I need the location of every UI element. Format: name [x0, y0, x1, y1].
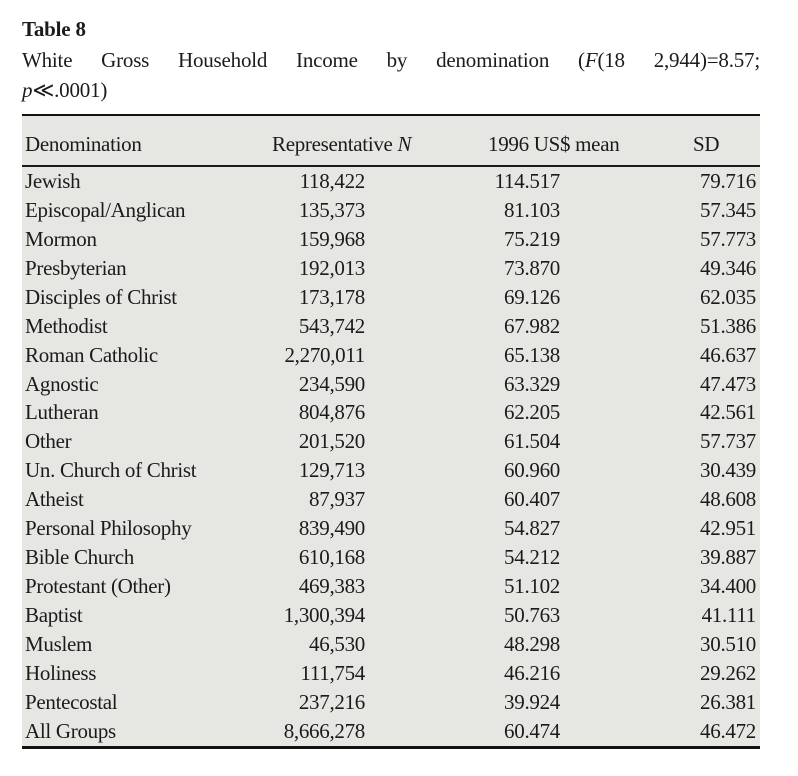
table-row — [22, 514, 760, 543]
cell-denomination: Episcopal/Anglican — [22, 196, 250, 225]
cell-mean: 65.138 — [435, 341, 643, 370]
table-row — [22, 370, 760, 399]
table-row — [22, 167, 760, 196]
table-row — [22, 485, 760, 514]
cell-denomination: Holiness — [22, 659, 250, 688]
cell-sd: 26.381 — [643, 688, 760, 717]
cell-denomination: Mormon — [22, 225, 250, 254]
column-header-denomination: Denomination — [22, 116, 250, 167]
cell-sd: 34.400 — [643, 572, 760, 601]
cell-sd: 48.608 — [643, 485, 760, 514]
cell-sd: 79.716 — [643, 167, 760, 196]
cell-sd: 30.510 — [643, 630, 760, 659]
cell-denomination: Baptist — [22, 601, 250, 630]
table-caption-line1 — [22, 45, 760, 75]
table-row — [22, 196, 760, 225]
caption-f-value: 2,944)=8.57; — [653, 48, 760, 72]
cell-mean: 62.205 — [435, 399, 643, 428]
cell-mean: 61.504 — [435, 427, 643, 456]
table-row — [22, 427, 760, 456]
cell-mean: 48.298 — [435, 630, 643, 659]
cell-representative-n: 159,968 — [250, 225, 435, 254]
cell-mean: 50.763 — [435, 601, 643, 630]
cell-mean: 73.870 — [435, 254, 643, 283]
cell-representative-n: 118,422 — [250, 167, 435, 196]
cell-representative-n: 2,270,011 — [250, 341, 435, 370]
cell-denomination: Other — [22, 427, 250, 456]
cell-representative-n: 8,666,278 — [250, 717, 435, 746]
table-row — [22, 399, 760, 428]
cell-mean: 81.103 — [435, 196, 643, 225]
cell-mean: 46.216 — [435, 659, 643, 688]
table-row — [22, 225, 760, 254]
cell-sd: 57.345 — [643, 196, 760, 225]
table-row — [22, 630, 760, 659]
table-caption — [22, 45, 760, 105]
cell-representative-n: 804,876 — [250, 399, 435, 428]
cell-sd: 42.951 — [643, 514, 760, 543]
cell-denomination: Un. Church of Christ — [22, 456, 250, 485]
table-row — [22, 456, 760, 485]
cell-denomination: Jewish — [22, 167, 250, 196]
cell-representative-n: 610,168 — [250, 543, 435, 572]
table-row — [22, 601, 760, 630]
table-title: Table 8 — [22, 17, 86, 41]
cell-sd: 51.386 — [643, 312, 760, 341]
table-row — [22, 283, 760, 312]
cell-mean: 60.407 — [435, 485, 643, 514]
table-row — [22, 688, 760, 717]
cell-mean: 75.219 — [435, 225, 643, 254]
cell-mean: 60.960 — [435, 456, 643, 485]
cell-sd: 49.346 — [643, 254, 760, 283]
cell-denomination: Roman Catholic — [22, 341, 250, 370]
cell-mean: 69.126 — [435, 283, 643, 312]
cell-representative-n: 237,216 — [250, 688, 435, 717]
cell-sd: 46.472 — [643, 717, 760, 746]
cell-representative-n: 173,178 — [250, 283, 435, 312]
cell-denomination: Methodist — [22, 312, 250, 341]
cell-mean: 54.827 — [435, 514, 643, 543]
cell-denomination: Protestant (Other) — [22, 572, 250, 601]
cell-denomination: Personal Philosophy — [22, 514, 250, 543]
cell-representative-n: 111,754 — [250, 659, 435, 688]
table-row — [22, 341, 760, 370]
table-row — [22, 254, 760, 283]
cell-sd: 57.773 — [643, 225, 760, 254]
cell-sd: 41.111 — [643, 601, 760, 630]
cell-sd: 62.035 — [643, 283, 760, 312]
cell-denomination: Muslem — [22, 630, 250, 659]
cell-mean: 67.982 — [435, 312, 643, 341]
paper-table-region — [22, 0, 760, 749]
cell-denomination: Lutheran — [22, 399, 250, 428]
cell-denomination: Agnostic — [22, 370, 250, 399]
cell-denomination: Atheist — [22, 485, 250, 514]
table-caption-line2 — [22, 75, 760, 105]
cell-denomination: All Groups — [22, 717, 250, 746]
cell-sd: 30.439 — [643, 456, 760, 485]
cell-sd: 57.737 — [643, 427, 760, 456]
table-body — [22, 167, 760, 746]
table-row — [22, 717, 760, 746]
cell-mean: 39.924 — [435, 688, 643, 717]
table-header-row — [22, 116, 760, 167]
cell-mean: 114.517 — [435, 167, 643, 196]
cell-denomination: Presbyterian — [22, 254, 250, 283]
cell-representative-n: 839,490 — [250, 514, 435, 543]
income-by-denomination-table — [22, 114, 760, 749]
cell-mean: 51.102 — [435, 572, 643, 601]
table-row — [22, 659, 760, 688]
table-row — [22, 543, 760, 572]
cell-representative-n: 87,937 — [250, 485, 435, 514]
caption-f-statistic: (F(18 — [578, 48, 625, 72]
cell-representative-n: 234,590 — [250, 370, 435, 399]
cell-sd: 42.561 — [643, 399, 760, 428]
cell-mean: 60.474 — [435, 717, 643, 746]
cell-representative-n: 1,300,394 — [250, 601, 435, 630]
caption-text: White Gross Household Income by denomination — [22, 48, 550, 72]
table-row — [22, 572, 760, 601]
caption-p-symbol: p — [22, 78, 33, 102]
cell-representative-n: 135,373 — [250, 196, 435, 225]
cell-denomination: Pentecostal — [22, 688, 250, 717]
table-header — [22, 116, 760, 167]
cell-representative-n: 192,013 — [250, 254, 435, 283]
cell-sd: 39.887 — [643, 543, 760, 572]
table-row — [22, 312, 760, 341]
cell-mean: 54.212 — [435, 543, 643, 572]
column-header-mean: 1996 US$ mean — [435, 116, 643, 167]
cell-representative-n: 46,530 — [250, 630, 435, 659]
cell-mean: 63.329 — [435, 370, 643, 399]
cell-representative-n: 543,742 — [250, 312, 435, 341]
cell-denomination: Bible Church — [22, 543, 250, 572]
cell-denomination: Disciples of Christ — [22, 283, 250, 312]
cell-sd: 46.637 — [643, 341, 760, 370]
cell-representative-n: 201,520 — [250, 427, 435, 456]
caption-p-value: ≪.0001) — [32, 78, 108, 102]
cell-representative-n: 469,383 — [250, 572, 435, 601]
cell-representative-n: 129,713 — [250, 456, 435, 485]
cell-sd: 29.262 — [643, 659, 760, 688]
cell-sd: 47.473 — [643, 370, 760, 399]
column-header-sd: SD — [643, 116, 760, 167]
column-header-representative-n: Representative N — [250, 116, 435, 167]
